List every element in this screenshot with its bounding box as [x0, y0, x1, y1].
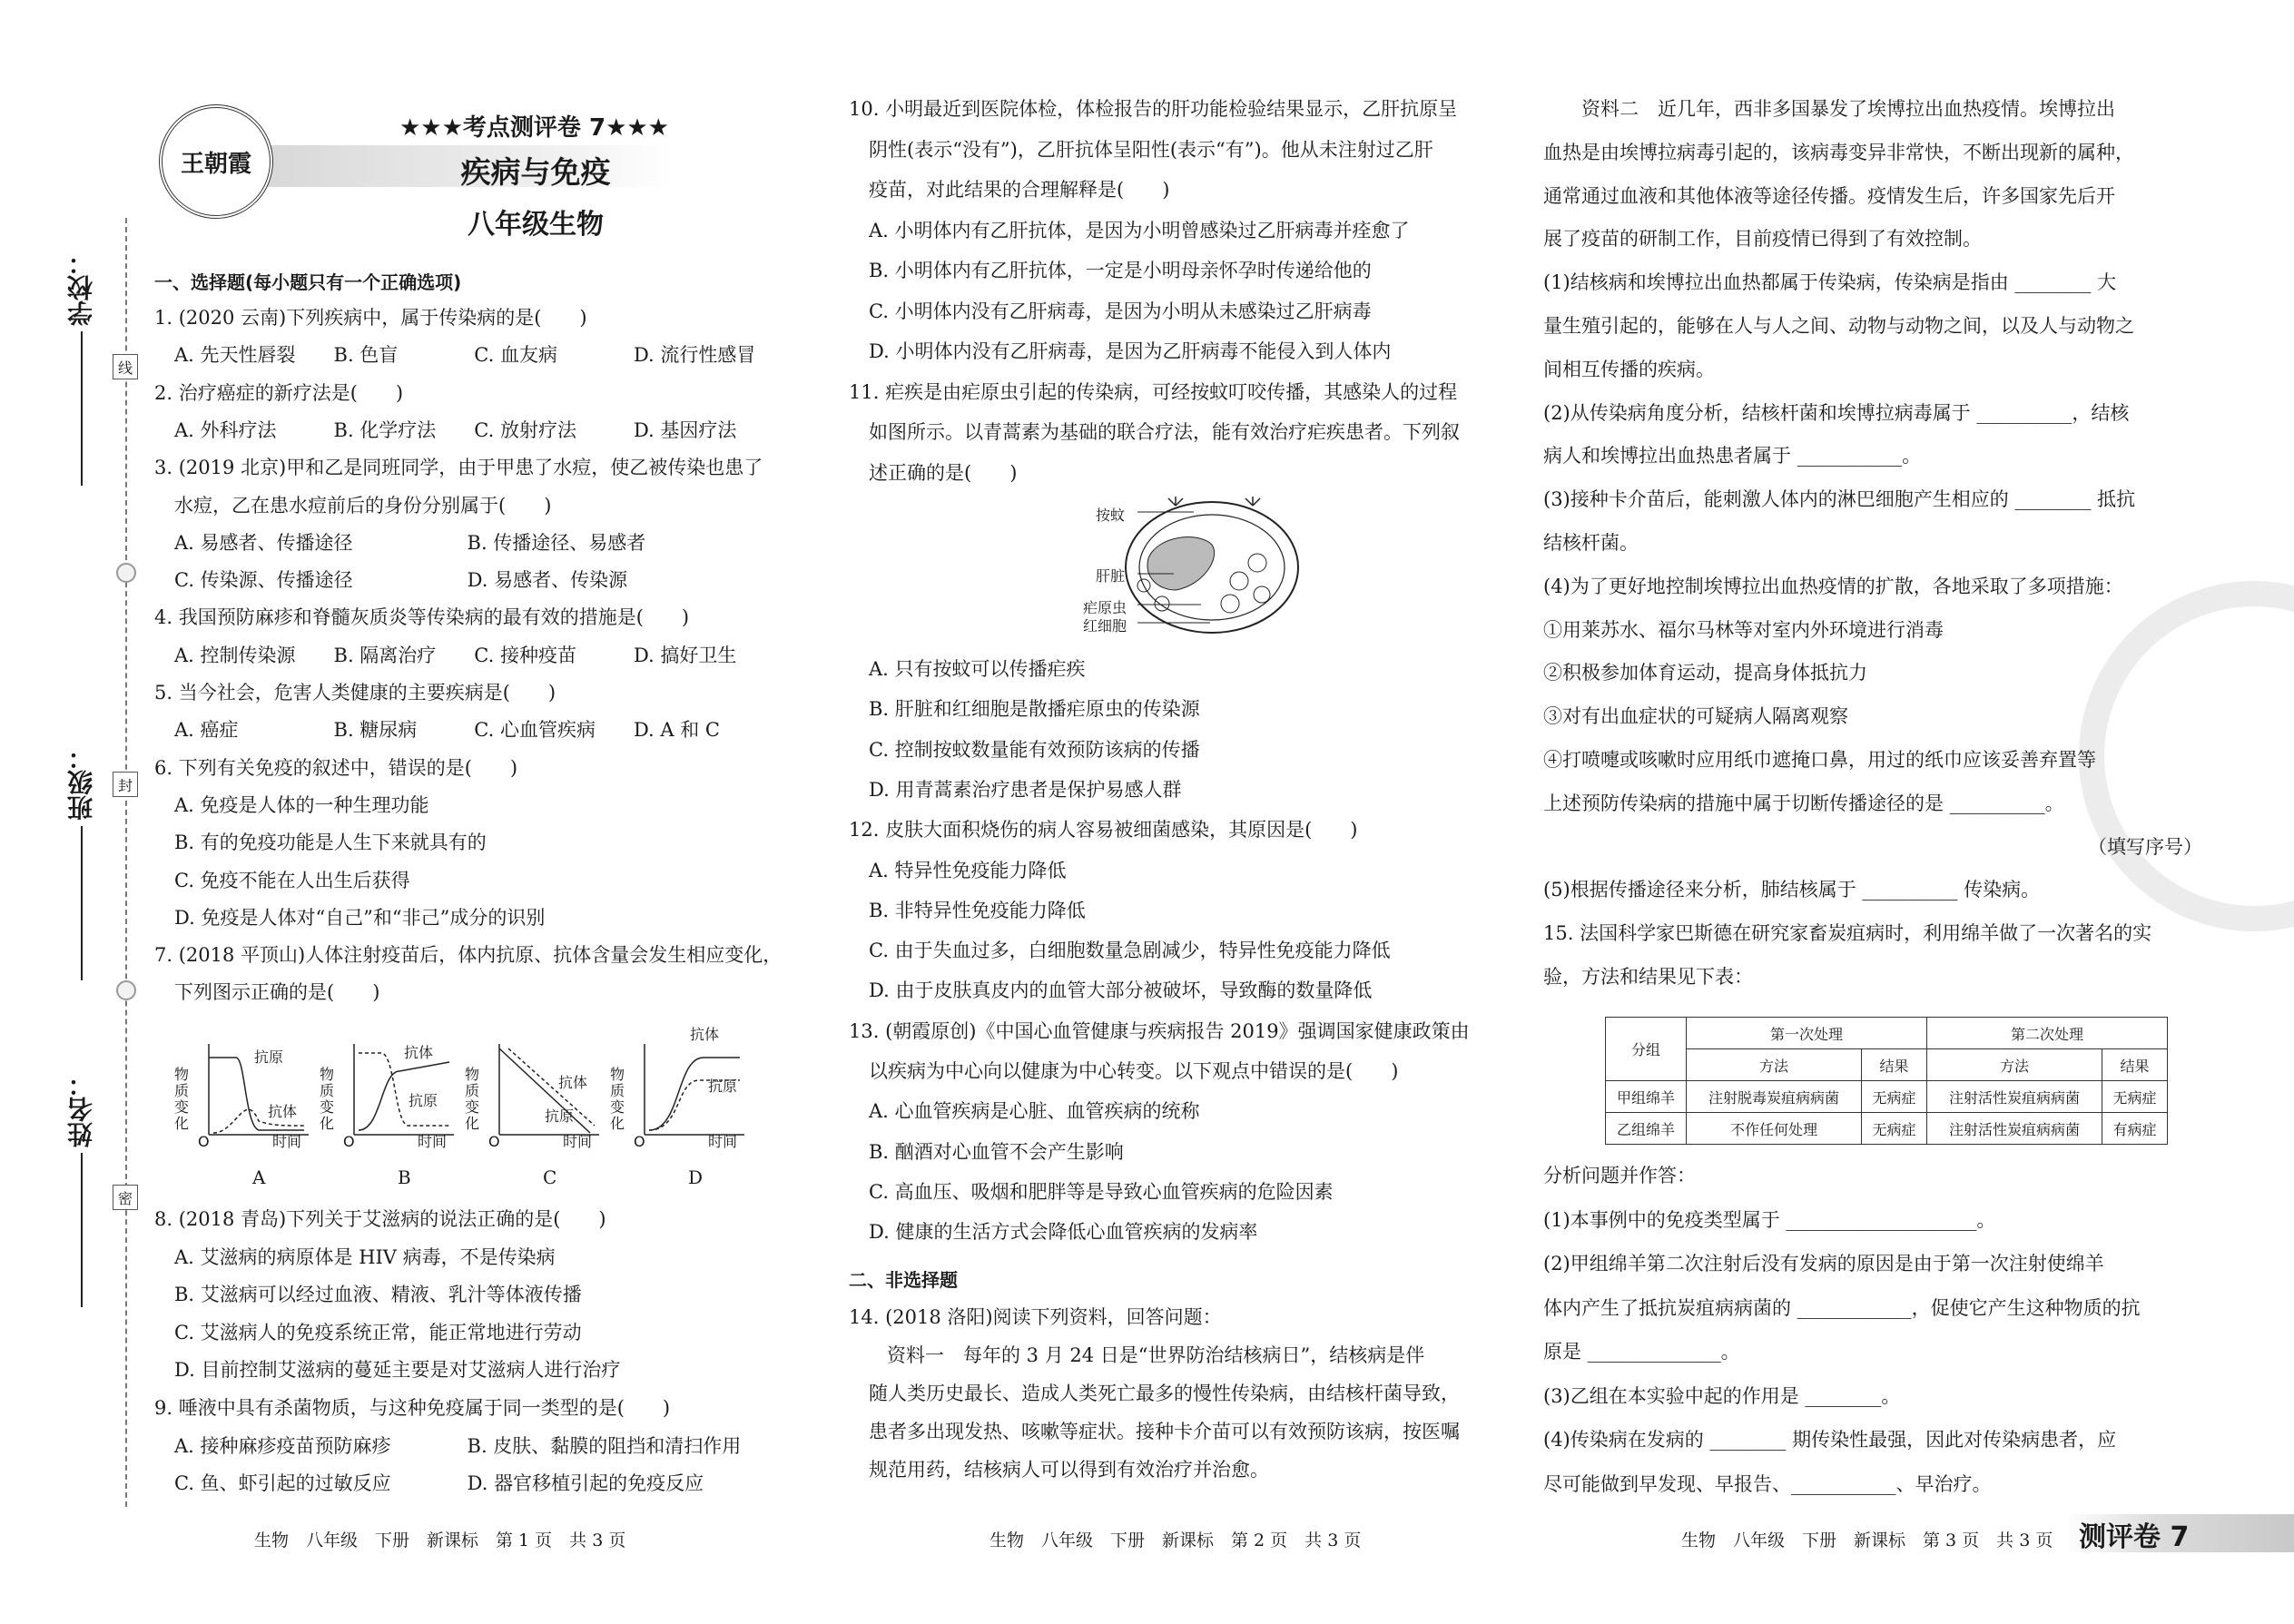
- question-line: 患者多出现发热、咳嗽等症状。接种卡介苗可以有效预防该病，按医嘱: [869, 1421, 1460, 1442]
- column-3: [1543, 0, 2201, 1624]
- question-line: ④打喷嚏或咳嗽时应用纸巾遮掩口鼻，用过的纸巾应该妥善弃置等: [1543, 749, 2096, 771]
- table-header-result: 结果: [1862, 1049, 1927, 1081]
- answer-option: C. 鱼、虾引起的过敏反应 D. 器官移植引起的免疫反应: [174, 1472, 704, 1495]
- graph-c-origin: O: [488, 1133, 500, 1150]
- table-cell: 注射活性炭疽病病菌: [1926, 1081, 2102, 1113]
- question-line: 验，方法和结果见下表：: [1543, 966, 1753, 988]
- answer-option: C. 由于失血过多，白细胞数量急剧减少，特异性免疫能力降低: [869, 940, 1391, 962]
- answer-option: C. 免疫不能在人出生后获得: [174, 869, 410, 891]
- question-line: 展了疫苗的研制工作，目前疫情已得到了有效控制。: [1543, 228, 1982, 251]
- figure-leader-lines: [1137, 508, 1219, 626]
- graph-c-antibody: 抗体: [558, 1074, 588, 1091]
- question-line: 水痘，乙在患水痘前后的身份分别属于( ): [174, 494, 552, 517]
- answer-option: C. 控制按蚊数量能有效预防该病的传播: [869, 738, 1200, 761]
- table-header-method: 方法: [1687, 1049, 1862, 1081]
- question-line: 7. (2018 平顶山)人体注射疫苗后，体内抗原、抗体含量会发生相应变化，: [154, 944, 783, 967]
- binding-strip: [0, 0, 145, 1624]
- seal-xian: 线: [113, 354, 138, 379]
- question-line: 病人和埃博拉出血热患者属于 ___________。: [1543, 445, 1922, 468]
- answer-option: D. 健康的生活方式会降低心血管疾病的发病率: [869, 1221, 1258, 1244]
- page-footer: 生物 八年级 下册 新课标 第 2 页 共 3 页: [989, 1530, 1362, 1550]
- table-row: [1606, 1081, 2168, 1113]
- question-line: ③对有出血症状的可疑病人隔离观察: [1543, 705, 1848, 728]
- answer-option: C. 艾滋病人的免疫系统正常，能正常地进行劳动: [174, 1321, 582, 1343]
- question-line: 13. (朝霞原创)《中国心血管健康与疾病报告 2019》强调国家健康政策由: [849, 1019, 1470, 1042]
- answer-option: A. 癌症 B. 糖尿病 C. 心血管疾病 D. A 和 C: [174, 719, 720, 742]
- page-footer: 生物 八年级 下册 新课标 第 3 页 共 3 页: [1681, 1530, 2053, 1550]
- table-header-group: 分组: [1606, 1018, 1687, 1081]
- answer-option: A. 心血管疾病是心脏、血管疾病的统称: [869, 1100, 1200, 1123]
- table-cell: 注射脱毒炭疽病病菌: [1687, 1081, 1862, 1113]
- question-line: 述正确的是( ): [869, 461, 1018, 484]
- question-line: 5. 当今社会，危害人类健康的主要疾病是( ): [154, 682, 556, 704]
- table-cell: 无病症: [1862, 1081, 1927, 1113]
- page-footer: 生物 八年级 下册 新课标 第 1 页 共 3 页: [254, 1530, 626, 1550]
- question-line: (5)根据传播途径来分析，肺结核属于 __________ 传染病。: [1543, 879, 2041, 901]
- paper-label: ★★★考点测评卷 7★★★: [399, 114, 669, 142]
- answer-option: A. 易感者、传播途径 B. 传播途径、易感者: [174, 531, 646, 554]
- question-line: (3)乙组在本实验中起的作用是 ________。: [1543, 1384, 1901, 1407]
- table-cell: 无病症: [2102, 1081, 2168, 1113]
- table-cell: 无病症: [1862, 1113, 1927, 1145]
- answer-option: B. 小明体内有乙肝抗体，一定是小明母亲怀孕时传递给他的: [869, 260, 1372, 281]
- school-field[interactable]: [54, 250, 109, 486]
- question-line: 12. 皮肤大面积烧伤的病人容易被细菌感染，其原因是( ): [849, 819, 1358, 842]
- graph-a-antibody: 抗体: [268, 1103, 298, 1120]
- binding-hole-icon: [116, 563, 136, 583]
- graph-d-antibody: 抗体: [690, 1026, 720, 1043]
- section-heading: 二、非选择题: [849, 1269, 958, 1291]
- question-line: 分析问题并作答：: [1543, 1165, 1696, 1186]
- graph-b-ylabel: 物质变化: [320, 1066, 335, 1132]
- question-line: (1)本事例中的免疫类型属于 ____________________。: [1543, 1208, 1996, 1231]
- answer-option: A. 小明体内有乙肝抗体，是因为小明曾感染过乙肝病毒并痊愈了: [869, 219, 1410, 241]
- graph-b-antigen: 抗原: [409, 1092, 438, 1109]
- answer-option: A. 免疫是人体的一种生理功能: [174, 793, 429, 816]
- answer-option: B. 有的免疫功能是人生下来就具有的: [174, 832, 487, 854]
- corner-tag: 测评卷 7: [2079, 1521, 2190, 1553]
- question-line: 2. 治疗癌症的新疗法是( ): [154, 381, 404, 404]
- answer-option: A. 接种麻疹疫苗预防麻疹 B. 皮肤、黏膜的阻挡和清扫作用: [174, 1434, 742, 1457]
- graph-c-antigen: 抗原: [545, 1107, 575, 1125]
- question-line: 体内产生了抵抗炭疽病病菌的 ____________，促使它产生这种物质的抗: [1543, 1296, 2141, 1319]
- page-subtitle: 八年级生物: [468, 209, 604, 241]
- logo-text: 王朝霞: [180, 150, 251, 178]
- table-row: [1606, 1113, 2168, 1145]
- graph-a-antigen: 抗原: [254, 1048, 284, 1066]
- table-cell: 甲组绵羊: [1606, 1081, 1687, 1113]
- question-line: ②积极参加体育运动，提高身体抵抗力: [1543, 662, 1867, 684]
- name-blank[interactable]: [81, 1153, 83, 1307]
- answer-option: D. 小明体内没有乙肝病毒，是因为乙肝病毒不能侵入到人体内: [869, 340, 1392, 362]
- answer-option: D. 免疫是人体对“自己”和“非己”成分的识别: [174, 906, 546, 929]
- question-line: 原是 ______________。: [1543, 1341, 1740, 1363]
- graph-d-xlabel: 时间: [708, 1133, 738, 1150]
- question-line: 11. 疟疾是由疟原虫引起的传染病，可经按蚊叮咬传播，其感染人的过程: [849, 380, 1458, 403]
- question-line: (4)为了更好地控制埃博拉出血热疫情的扩散，各地采取了多项措施：: [1543, 575, 2123, 597]
- page-title: 疾病与免疫: [460, 154, 611, 190]
- question-line: 规范用药，结核病人可以得到有效治疗并治愈。: [869, 1459, 1269, 1481]
- question-line: 6. 下列有关免疫的叙述中，错误的是( ): [154, 756, 518, 779]
- question-line: (2)甲组绵羊第二次注射后没有发病的原因是由于第一次注射使绵羊: [1543, 1253, 2104, 1275]
- graph-c-xlabel: 时间: [563, 1133, 593, 1150]
- table-cell: 有病症: [2102, 1113, 2168, 1145]
- answer-option: B. 肝脏和红细胞是散播疟原虫的传染源: [869, 698, 1200, 721]
- label-plasmodium: 疟原虫: [1083, 599, 1127, 616]
- answer-option: A. 艾滋病的病原体是 HIV 病毒，不是传染病: [174, 1245, 556, 1268]
- answer-option: B. 酗酒对心血管不会产生影响: [869, 1140, 1124, 1163]
- graph-c-letter: C: [543, 1166, 557, 1188]
- answer-option: A. 只有按蚊可以传播疟疾: [869, 658, 1086, 680]
- graph-c-ylabel: 物质变化: [465, 1066, 480, 1132]
- binding-hole-icon: [116, 980, 136, 1000]
- answer-option: C. 传染源、传播途径 D. 易感者、传染源: [174, 569, 628, 592]
- name-label: 姓名：: [66, 1071, 96, 1147]
- class-field[interactable]: [54, 744, 109, 980]
- question-line: 9. 唾液中具有杀菌物质，与这种免疫属于同一类型的是( ): [154, 1397, 671, 1419]
- graph-d-letter: D: [688, 1166, 704, 1188]
- graph-d-ylabel: 物质变化: [610, 1066, 625, 1132]
- seal-feng: 封: [113, 772, 138, 797]
- cut-line: [125, 218, 127, 1507]
- answer-option: A. 控制传染源 B. 隔离治疗 C. 接种疫苗 D. 搞好卫生: [174, 644, 737, 666]
- graph-d-origin: O: [634, 1133, 645, 1150]
- table-cell: 乙组绵羊: [1606, 1113, 1687, 1145]
- label-liver: 肝脏: [1096, 567, 1126, 585]
- table-header-first: 第一次处理: [1687, 1018, 1927, 1049]
- answer-option: B. 非特异性免疫能力降低: [869, 899, 1086, 921]
- experiment-table: [1605, 1017, 2168, 1145]
- answer-option: C. 小明体内没有乙肝病毒，是因为小明从未感染过乙肝病毒: [869, 300, 1372, 322]
- question-line: (4)传染病在发病的 ________ 期传染性最强，因此对传染病患者，应: [1543, 1429, 2117, 1451]
- seal-mi: 密: [113, 1185, 138, 1210]
- graph-b-xlabel: 时间: [418, 1133, 448, 1150]
- question-line: （填写序号）: [2088, 835, 2202, 858]
- question-line: (1)结核病和埃博拉出血热都属于传染病，传染病是指由 ________ 大: [1543, 271, 2117, 294]
- school-label: 学校：: [66, 250, 96, 326]
- answer-option: A. 特异性免疫能力降低: [869, 859, 1067, 881]
- question-line: 8. (2018 青岛)下列关于艾滋病的说法正确的是( ): [154, 1208, 606, 1230]
- question-line: 如图所示。以青蒿素为基础的联合疗法，能有效治疗疟疾患者。下列叙: [869, 421, 1460, 443]
- answer-option: D. 目前控制艾滋病的蔓延主要是对艾滋病人进行治疗: [174, 1359, 621, 1382]
- question-line: ①用莱苏水、福尔马林等对室内外环境进行消毒: [1543, 618, 1944, 641]
- question-line: 15. 法国科学家巴斯德在研究家畜炭疽病时，利用绵羊做了一次著名的实: [1543, 922, 2152, 945]
- graph-b-antibody: 抗体: [404, 1044, 434, 1061]
- column-2: [849, 0, 1511, 1624]
- question-line: 阴性(表示“没有”)，乙肝抗体呈阳性(表示“有”)。他从未注射过乙肝: [869, 138, 1433, 161]
- question-line: 1. (2020 云南)下列疾病中，属于传染病的是( ): [154, 307, 587, 329]
- answer-option: A. 外科疗法 B. 化学疗法 C. 放射疗法 D. 基因疗法: [174, 418, 737, 441]
- question-line: (3)接种卡介苗后，能刺激人体内的淋巴细胞产生相应的 ________ 抵抗: [1543, 488, 2136, 511]
- question-line: 资料二 近几年，西非多国暴发了埃博拉出血热疫情。埃博拉出: [1543, 98, 2115, 120]
- graph-a-xlabel: 时间: [272, 1133, 302, 1150]
- question-line: 疫苗，对此结果的合理解释是( ): [869, 179, 1170, 201]
- question-line: 血热是由埃博拉病毒引起的，该病毒变异非常快，不断出现新的属种，: [1543, 141, 2134, 163]
- graph-a-origin: O: [198, 1133, 210, 1150]
- graph-d-antigen: 抗原: [708, 1078, 738, 1095]
- school-blank[interactable]: [81, 331, 83, 486]
- question-line: 随人类历史最长、造成人类死亡最多的慢性传染病，由结核杆菌导致，: [869, 1383, 1460, 1404]
- table-cell: 注射活性炭疽病病菌: [1926, 1113, 2102, 1145]
- name-field[interactable]: [54, 1071, 109, 1307]
- table-header-second: 第二次处理: [1926, 1018, 2167, 1049]
- graph-b-origin: O: [343, 1133, 355, 1150]
- answer-option: A. 先天性唇裂 B. 色盲 C. 血友病 D. 流行性感冒: [174, 344, 756, 367]
- table-header-result: 结果: [2102, 1049, 2168, 1081]
- answer-option: B. 艾滋病可以经过血液、精液、乳汁等体液传播: [174, 1284, 582, 1306]
- answer-option: D. 用青蒿素治疗患者是保护易感人群: [869, 778, 1182, 801]
- question-line: 以疾病为中心向以健康为中心转变。以下观点中错误的是( ): [869, 1060, 1399, 1082]
- question-line: 资料一 每年的 3 月 24 日是“世界防治结核病日”，结核病是伴: [849, 1344, 1425, 1366]
- question-line: 尽可能做到早发现、早报告、___________、早治疗。: [1543, 1472, 1992, 1495]
- answer-option: C. 高血压、吸烟和肥胖等是导致心血管疾病的危险因素: [869, 1180, 1334, 1203]
- table-header-method: 方法: [1926, 1049, 2102, 1081]
- question-line: 4. 我国预防麻疹和脊髓灰质炎等传染病的最有效的措施是( ): [154, 606, 690, 629]
- question-line: 通常通过血液和其他体液等途径传播。疫情发生后，许多国家先后开: [1543, 184, 2115, 207]
- label-mosquito: 按蚊: [1096, 507, 1126, 524]
- graph-a-letter: A: [252, 1166, 266, 1188]
- question-line: (2)从传染病角度分析，结核杆菌和埃博拉病毒属于 __________，结核: [1543, 401, 2130, 424]
- question-line: 结核杆菌。: [1543, 532, 1639, 554]
- graph-b-letter: B: [398, 1166, 411, 1188]
- question-line: 14. (2018 洛阳)阅读下列资料，回答问题：: [849, 1306, 1222, 1328]
- question-line: 上述预防传染病的措施中属于切断传播途径的是 __________。: [1543, 792, 2064, 814]
- answer-option: D. 由于皮肤真皮内的血管大部分被破坏，导致酶的数量降低: [869, 979, 1373, 1002]
- section-heading: 一、选择题(每小题只有一个正确选项): [154, 271, 462, 293]
- question-line: 下列图示正确的是( ): [174, 981, 380, 1004]
- class-blank[interactable]: [81, 826, 83, 980]
- question-line: 量生殖引起的，能够在人与人之间、动物与动物之间，以及人与动物之: [1543, 315, 2134, 337]
- question-line: 3. (2019 北京)甲和乙是同班同学，由于甲患了水痘，使乙被传染也患了: [154, 457, 763, 479]
- graph-a-ylabel: 物质变化: [174, 1066, 190, 1132]
- column-1: [154, 0, 799, 1624]
- class-label: 班级：: [66, 744, 96, 821]
- question-line: 10. 小明最近到医院体检，体检报告的肝功能检验结果显示，乙肝抗原呈: [849, 98, 1458, 120]
- question-line: 间相互传播的疾病。: [1543, 358, 1715, 380]
- label-red-cell: 红细胞: [1083, 617, 1127, 635]
- table-cell: 不作任何处理: [1687, 1113, 1862, 1145]
